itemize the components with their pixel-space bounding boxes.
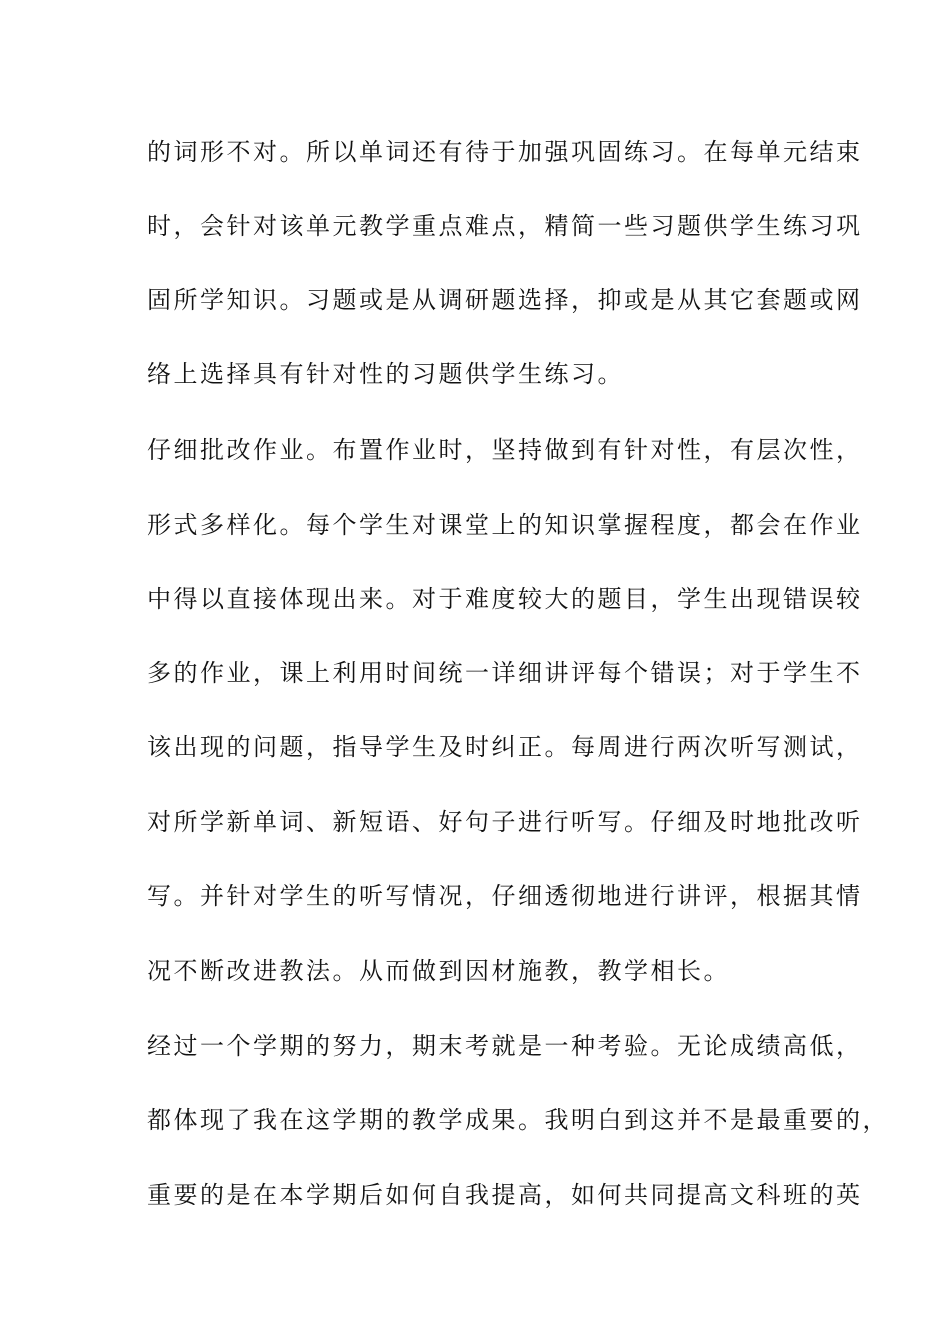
paragraph-line: 形式多样化。每个学生对课堂上的知识掌握程度，都会在作业 <box>147 511 863 539</box>
paragraph-line: 对所学新单词、新短语、好句子进行听写。仔细及时地批改听 <box>147 808 863 836</box>
paragraph-line: 该出现的问题，指导学生及时纠正。每周进行两次听写测试， <box>147 733 863 761</box>
paragraph-line: 况不断改进教法。从而做到因材施教，教学相长。 <box>147 957 730 985</box>
paragraph-line: 多的作业，课上利用时间统一详细讲评每个错误；对于学生不 <box>147 659 863 687</box>
paragraph-line: 重要的是在本学期后如何自我提高，如何共同提高文科班的英 <box>147 1181 863 1209</box>
paragraph-line: 中得以直接体现出来。对于难度较大的题目，学生出现错误较 <box>147 585 863 613</box>
paragraph-line: 写。并针对学生的听写情况，仔细透彻地进行讲评，根据其情 <box>147 882 863 910</box>
paragraph-line: 固所学知识。习题或是从调研题选择，抑或是从其它套题或网 <box>147 286 863 314</box>
paragraph-line: 都体现了我在这学期的教学成果。我明白到这并不是最重要的， <box>147 1106 889 1134</box>
paragraph-line: 络上选择具有针对性的习题供学生练习。 <box>147 360 624 388</box>
paragraph-line: 时，会针对该单元教学重点难点，精简一些习题供学生练习巩 <box>147 212 863 240</box>
paragraph-line: 的词形不对。所以单词还有待于加强巩固练习。在每单元结束 <box>147 138 863 166</box>
paragraph-line: 仔细批改作业。布置作业时，坚持做到有针对性，有层次性， <box>147 436 863 464</box>
paragraph-line: 经过一个学期的努力，期末考就是一种考验。无论成绩高低， <box>147 1032 863 1060</box>
